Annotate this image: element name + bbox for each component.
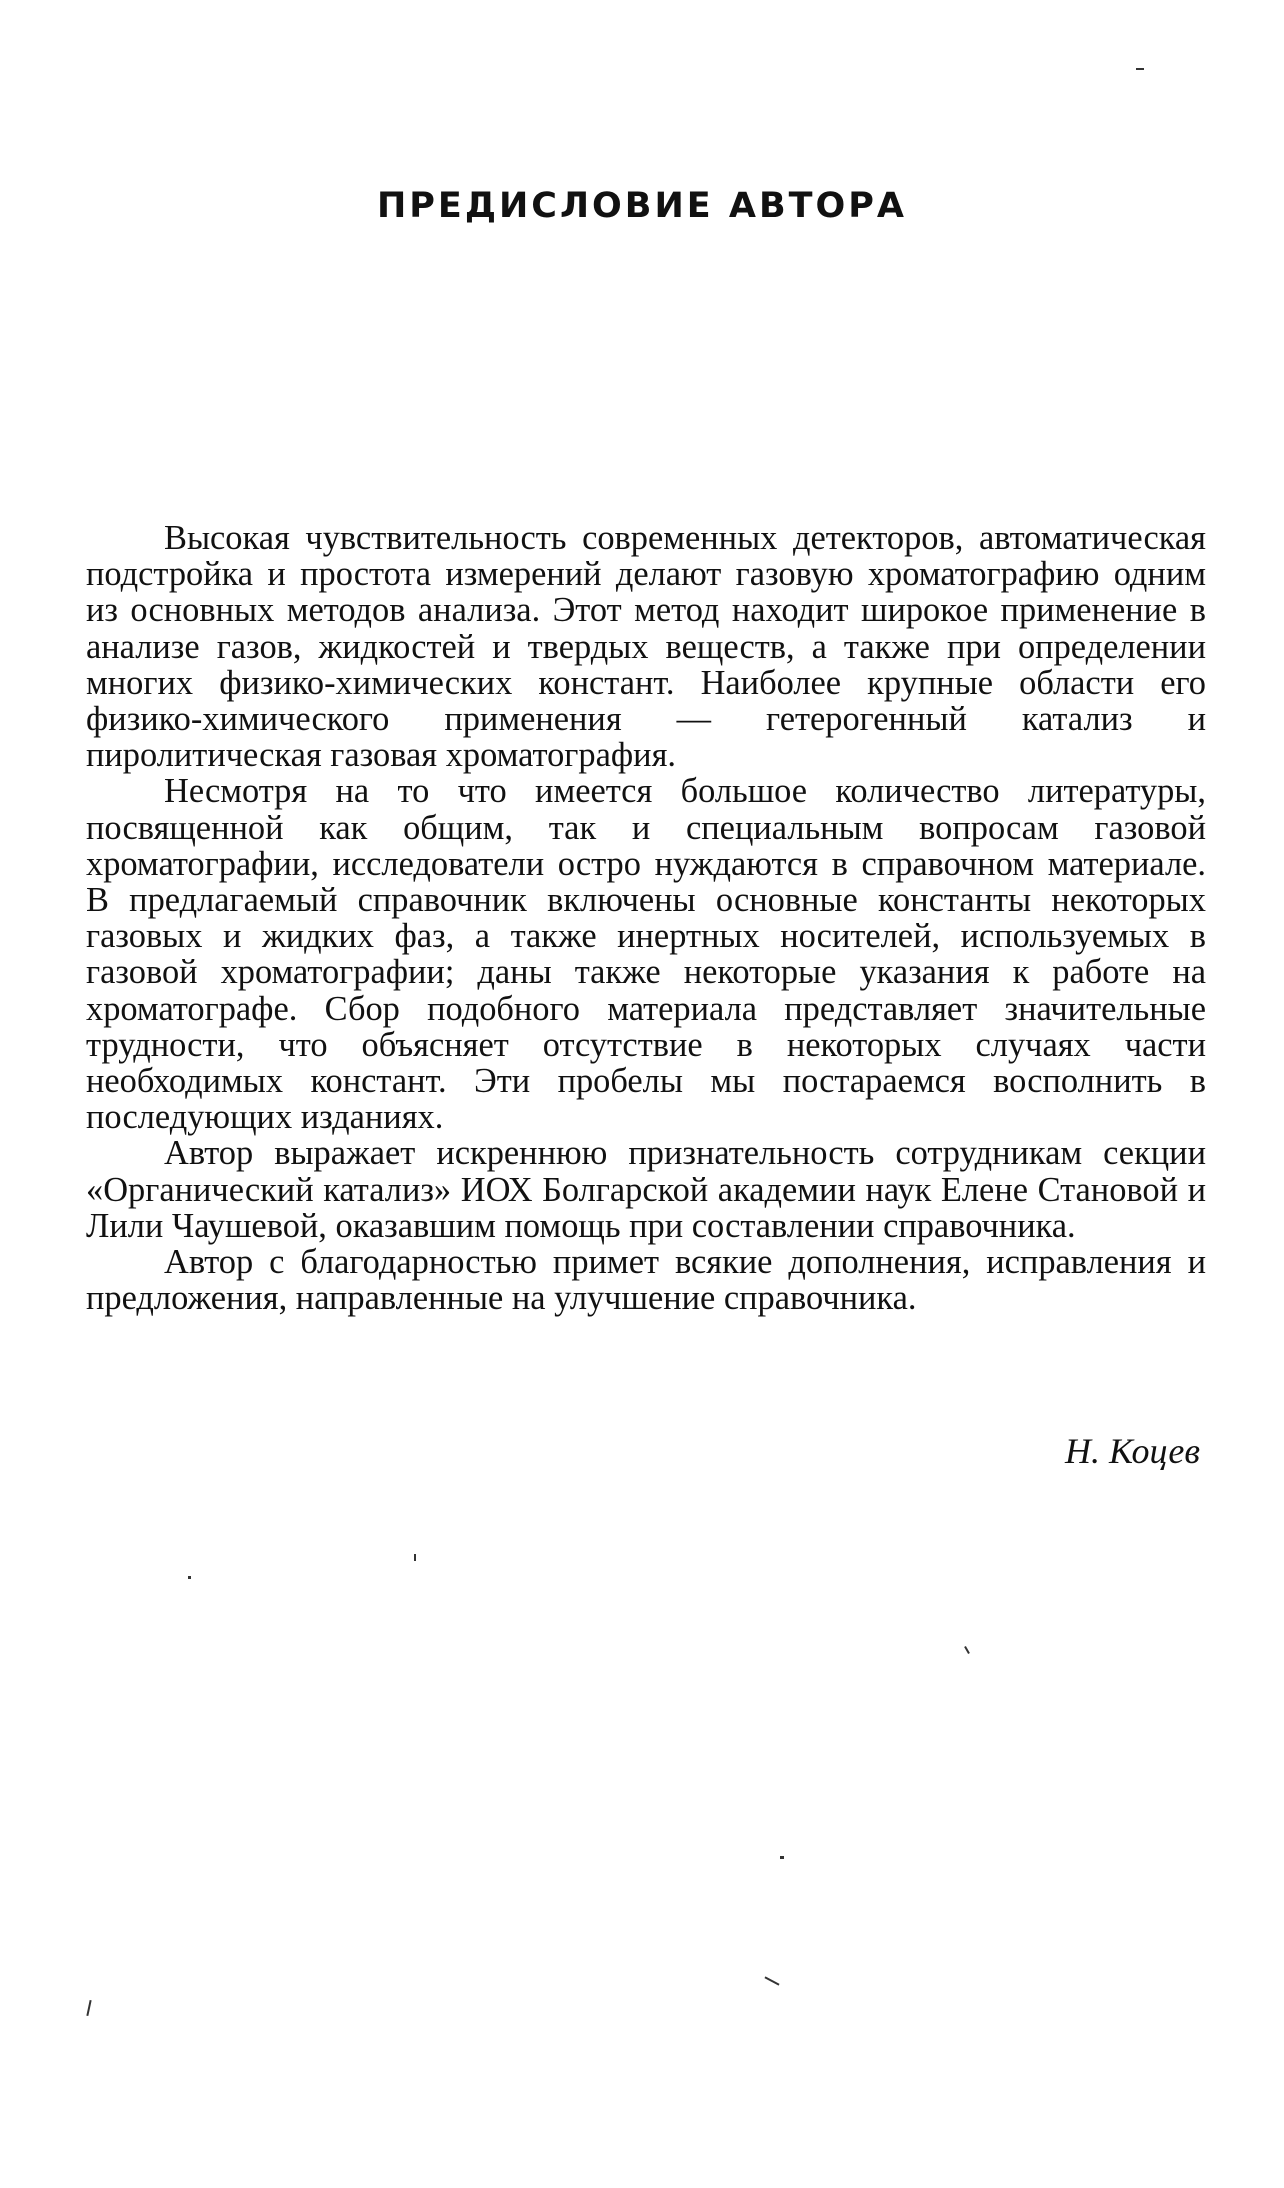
paragraph-2: Несмотря на то что имеется большое количество литературы, посвященной как общим, так и специальным вопросам газовой хроматографии, исследователи остро нуждаются в справочном материале. В предлагаемый справочник включены основные константы некоторых газовых и жидких фаз, а также инертных носителей, используемых в газовой хроматографии; даны также некоторые указания к работе на хроматографе. Сбор подобного материала представляет значительные трудности, что объясняет отсутствие в некоторых случаях части необходимых констант. Эти пробелы мы постараемся восполнить в последующих изданиях.: [86, 772, 1206, 1137]
preface-body: [86, 520, 1206, 1316]
scan-speck: [86, 2000, 91, 2016]
paragraph-1: Высокая чувствительность современных детекторов, автоматическая подстройка и простота измерений делают газовую хроматографию одним из основных методов анализа. Этот метод находит широкое применение в анализе газов, жидкостей и твердых веществ, а также при определении многих физико-химических констант. Наиболее крупные области его физико-химического применения — гетерогенный катализ и пиролитическая газовая хроматография.: [86, 519, 1206, 775]
scan-speck: [188, 1576, 191, 1579]
page-title: ПРЕДИСЛОВИЕ АВТОРА: [376, 186, 908, 226]
scan-speck: [964, 1646, 970, 1654]
paragraph-3: Автор выражает искреннюю признательность сотрудникам секции «Органический катализ» ИОХ Болгарской академии наук Елене Становой и Лили Чаушевой, оказавшим помощь при составлении справочника.: [86, 1134, 1206, 1245]
scan-speck: [780, 1856, 784, 1859]
scan-speck: [414, 1554, 416, 1561]
scan-speck: [764, 1976, 779, 1985]
author-signature: Н. Коцев: [1064, 1431, 1200, 1471]
paragraph-4: Автор с благодарностью примет всякие дополнения, исправления и предложения, направленные на улучшение справочника.: [86, 1243, 1206, 1318]
scan-speck: [1136, 68, 1144, 70]
